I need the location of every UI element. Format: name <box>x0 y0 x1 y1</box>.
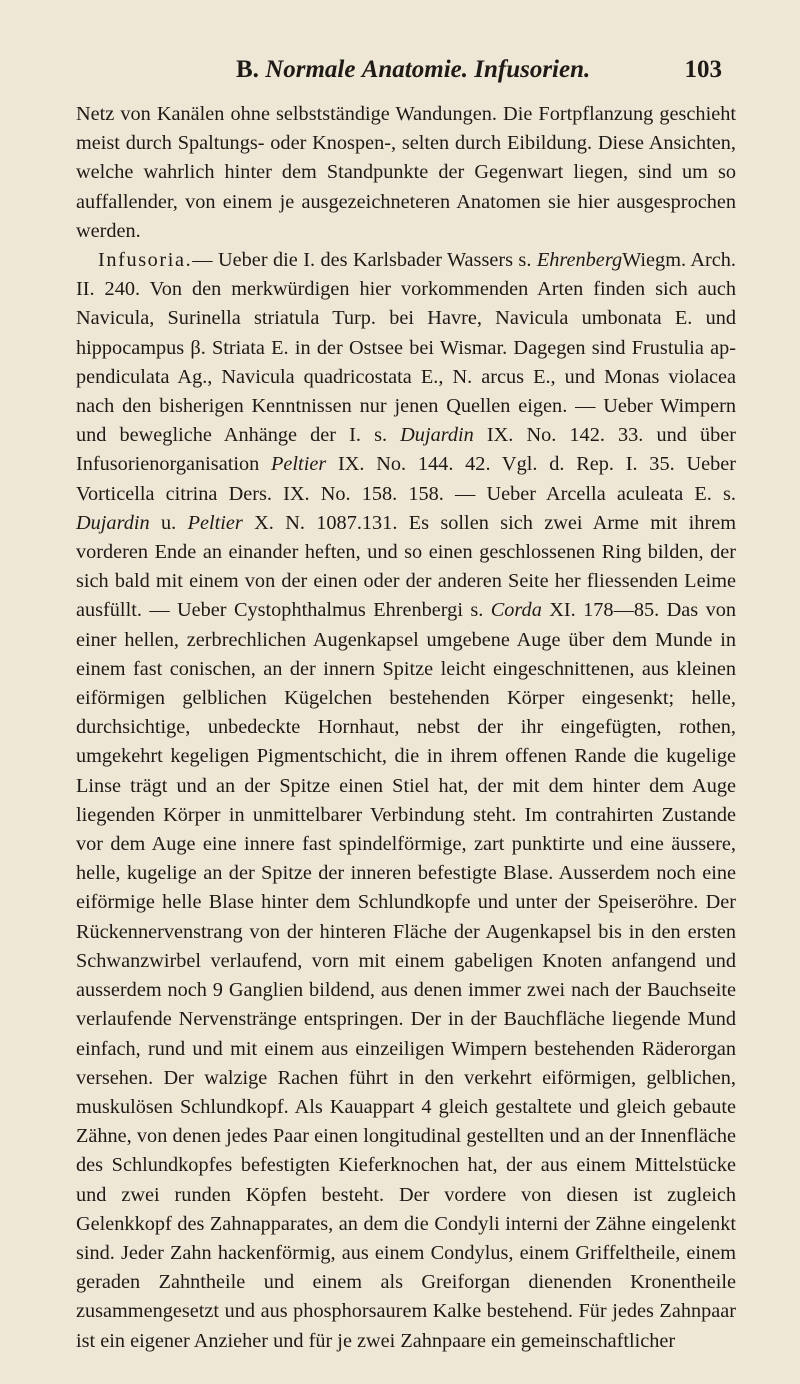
author-corda: Corda <box>490 599 542 622</box>
text-segment-n: XI. 178—85. Das von einer hellen, zerbrechlichen Augenkapsel umgebene Auge über dem Munde in einem fast conischen, an der innern Spitze leicht eingeschnittenen, aus kleinen eiförmigen gelblichen Kügelchen bestehenden Körper eingesenkt; helle, durchsichtige, unbedeckte Hornhaut, nebst der ihr eingefügten, rothen, umgekehrt kegeligen Pigmentschicht, die in ihrem offenen Rande die kugelige Linse trägt und an der Spitze einen Stiel hat, der mit dem hinter dem Auge liegenden Körper in unmittelbarer Verbindung steht. Im contrahirten Zustande vor dem Auge eine innere fast spindelförmige, zart punktirte und eine äussere, helle, kugelige an der Spitze der inneren befestigte Blase. Ausserdem noch eine eiförmige helle Blase hinter dem Schlundkopfe und unter der Speiseröhre. Der Rückennervenstrang von der hinteren Fläche der Augenkapsel bis in den ersten Schwanzwirbel verlaufend, vorn mit einem gabeligen Knoten anfangend und ausserdem noch 9 Ganglien bildend, aus denen immer zwei nach der Bauchseite verlaufende Nervenstränge entspringen. Der in der Bauchfläche liegende Mund einfach, rund und mit einem aus einzeiligen Wimpern bestehenden Räderorgan versehen. Der walzige Rachen führt in den verkehrt eiförmigen, gelblichen, muskulösen Schlundkopf. Als Kauappart 4 gleich gestaltete und gleich gebaute Zähne, von denen jedes Paar einen longitudinal gestellten und an der Innenfläche des Schlundkopfes befestigten Kieferknochen hat, der aus einem Mittelstücke und zwei runden Köpfen besteht. Der vordere von diesen ist zugleich Gelenkkopf des Zahnapparates, an dem die Condyli interni der Zähne eingelenkt sind. Jeder Zahn hackenförmig, aus einem Condylus, einem Griffeltheile, einem geraden Zahntheile und einem als Greiforgan dienenden Kronentheile zusammengesetzt und aus phosphorsaurem Kalke bestehend. Für jedes Zahnpaar ist ein eigener Anzieher und für je zwei Zahnpaare ein gemeinschaftlicher <box>76 599 736 1352</box>
text-segment-l: X. N. 1087.131. Es sollen sich zwei Arme mit ihrem vorderen Ende an einander heften, und so einen geschlossenen Ring bilden, der sich bald mit einem von der einen oder der anderen Seite her fliessenden Leime ausfüllt. — Ueber Cystophthalmus Ehrenbergi s. <box>76 511 736 622</box>
author-ehrenberg: Ehrenberg <box>536 249 623 272</box>
paragraph-2 <box>76 246 736 1356</box>
author-peltier-1: Peltier <box>271 453 327 476</box>
text-segment-h: IX. No. 144. 42. Vgl. d. Rep. I. 35. Ueber Vorticella citrina Ders. IX. No. 158. 158. — Ueber Arcella aculeata E. s. <box>76 453 736 505</box>
title-infusorien: Infusorien. <box>474 56 591 83</box>
paragraph-1-text: Netz von Kanälen ohne selbstständige Wandungen. Die Fortpflanzung geschieht meist durch Spaltungs- oder Knospen-, selten durch Eibildung. Diese Ansichten, welche wahrlich hinter dem Standpunkte der Gegenwart liegen, sind um so auffallender, von einem je ausgezeichneteren Anatomen sie hier ausgesprochen werden. <box>76 103 736 242</box>
author-dujardin-1: Dujardin <box>400 424 474 447</box>
text-segment-j: u. <box>160 511 177 534</box>
running-header <box>76 56 736 92</box>
text-segment-b: — Ueber die I. des Karlsbader Wassers s. <box>192 249 532 272</box>
heading-infusoria: Infusoria. <box>98 249 193 272</box>
section-letter: B. <box>236 56 259 83</box>
running-title <box>236 56 590 84</box>
paragraph-1 <box>76 100 736 246</box>
author-peltier-2: Peltier <box>187 511 243 534</box>
body-text <box>76 100 736 1356</box>
title-anatomie: Anatomie. <box>361 56 468 83</box>
text-segment-f: IX. No. 142. 33. und über Infusorienorganisation <box>76 424 737 476</box>
text-segment-d: Wiegm. Arch. II. 240. Von den merkwürdigen hier vorkommenden Arten finden sich auch Navicula, Surinella striatula Turp. bei Havre, Navicula umbonata E. und hippocampus β. Striata E. in der Ostsee bei Wismar. Dagegen sind Frustulia appendiculata Ag., Navicula quadricostata E., N. arcus E., und Monas violacea nach den bisherigen Kenntnissen nur jenen Quellen eigen. — Ueber Wimpern und bewegliche Anhänge der I. s. <box>76 249 736 447</box>
title-normale: Normale <box>265 56 356 83</box>
author-dujardin-2: Dujardin <box>76 511 150 534</box>
page-number: 103 <box>684 56 722 83</box>
